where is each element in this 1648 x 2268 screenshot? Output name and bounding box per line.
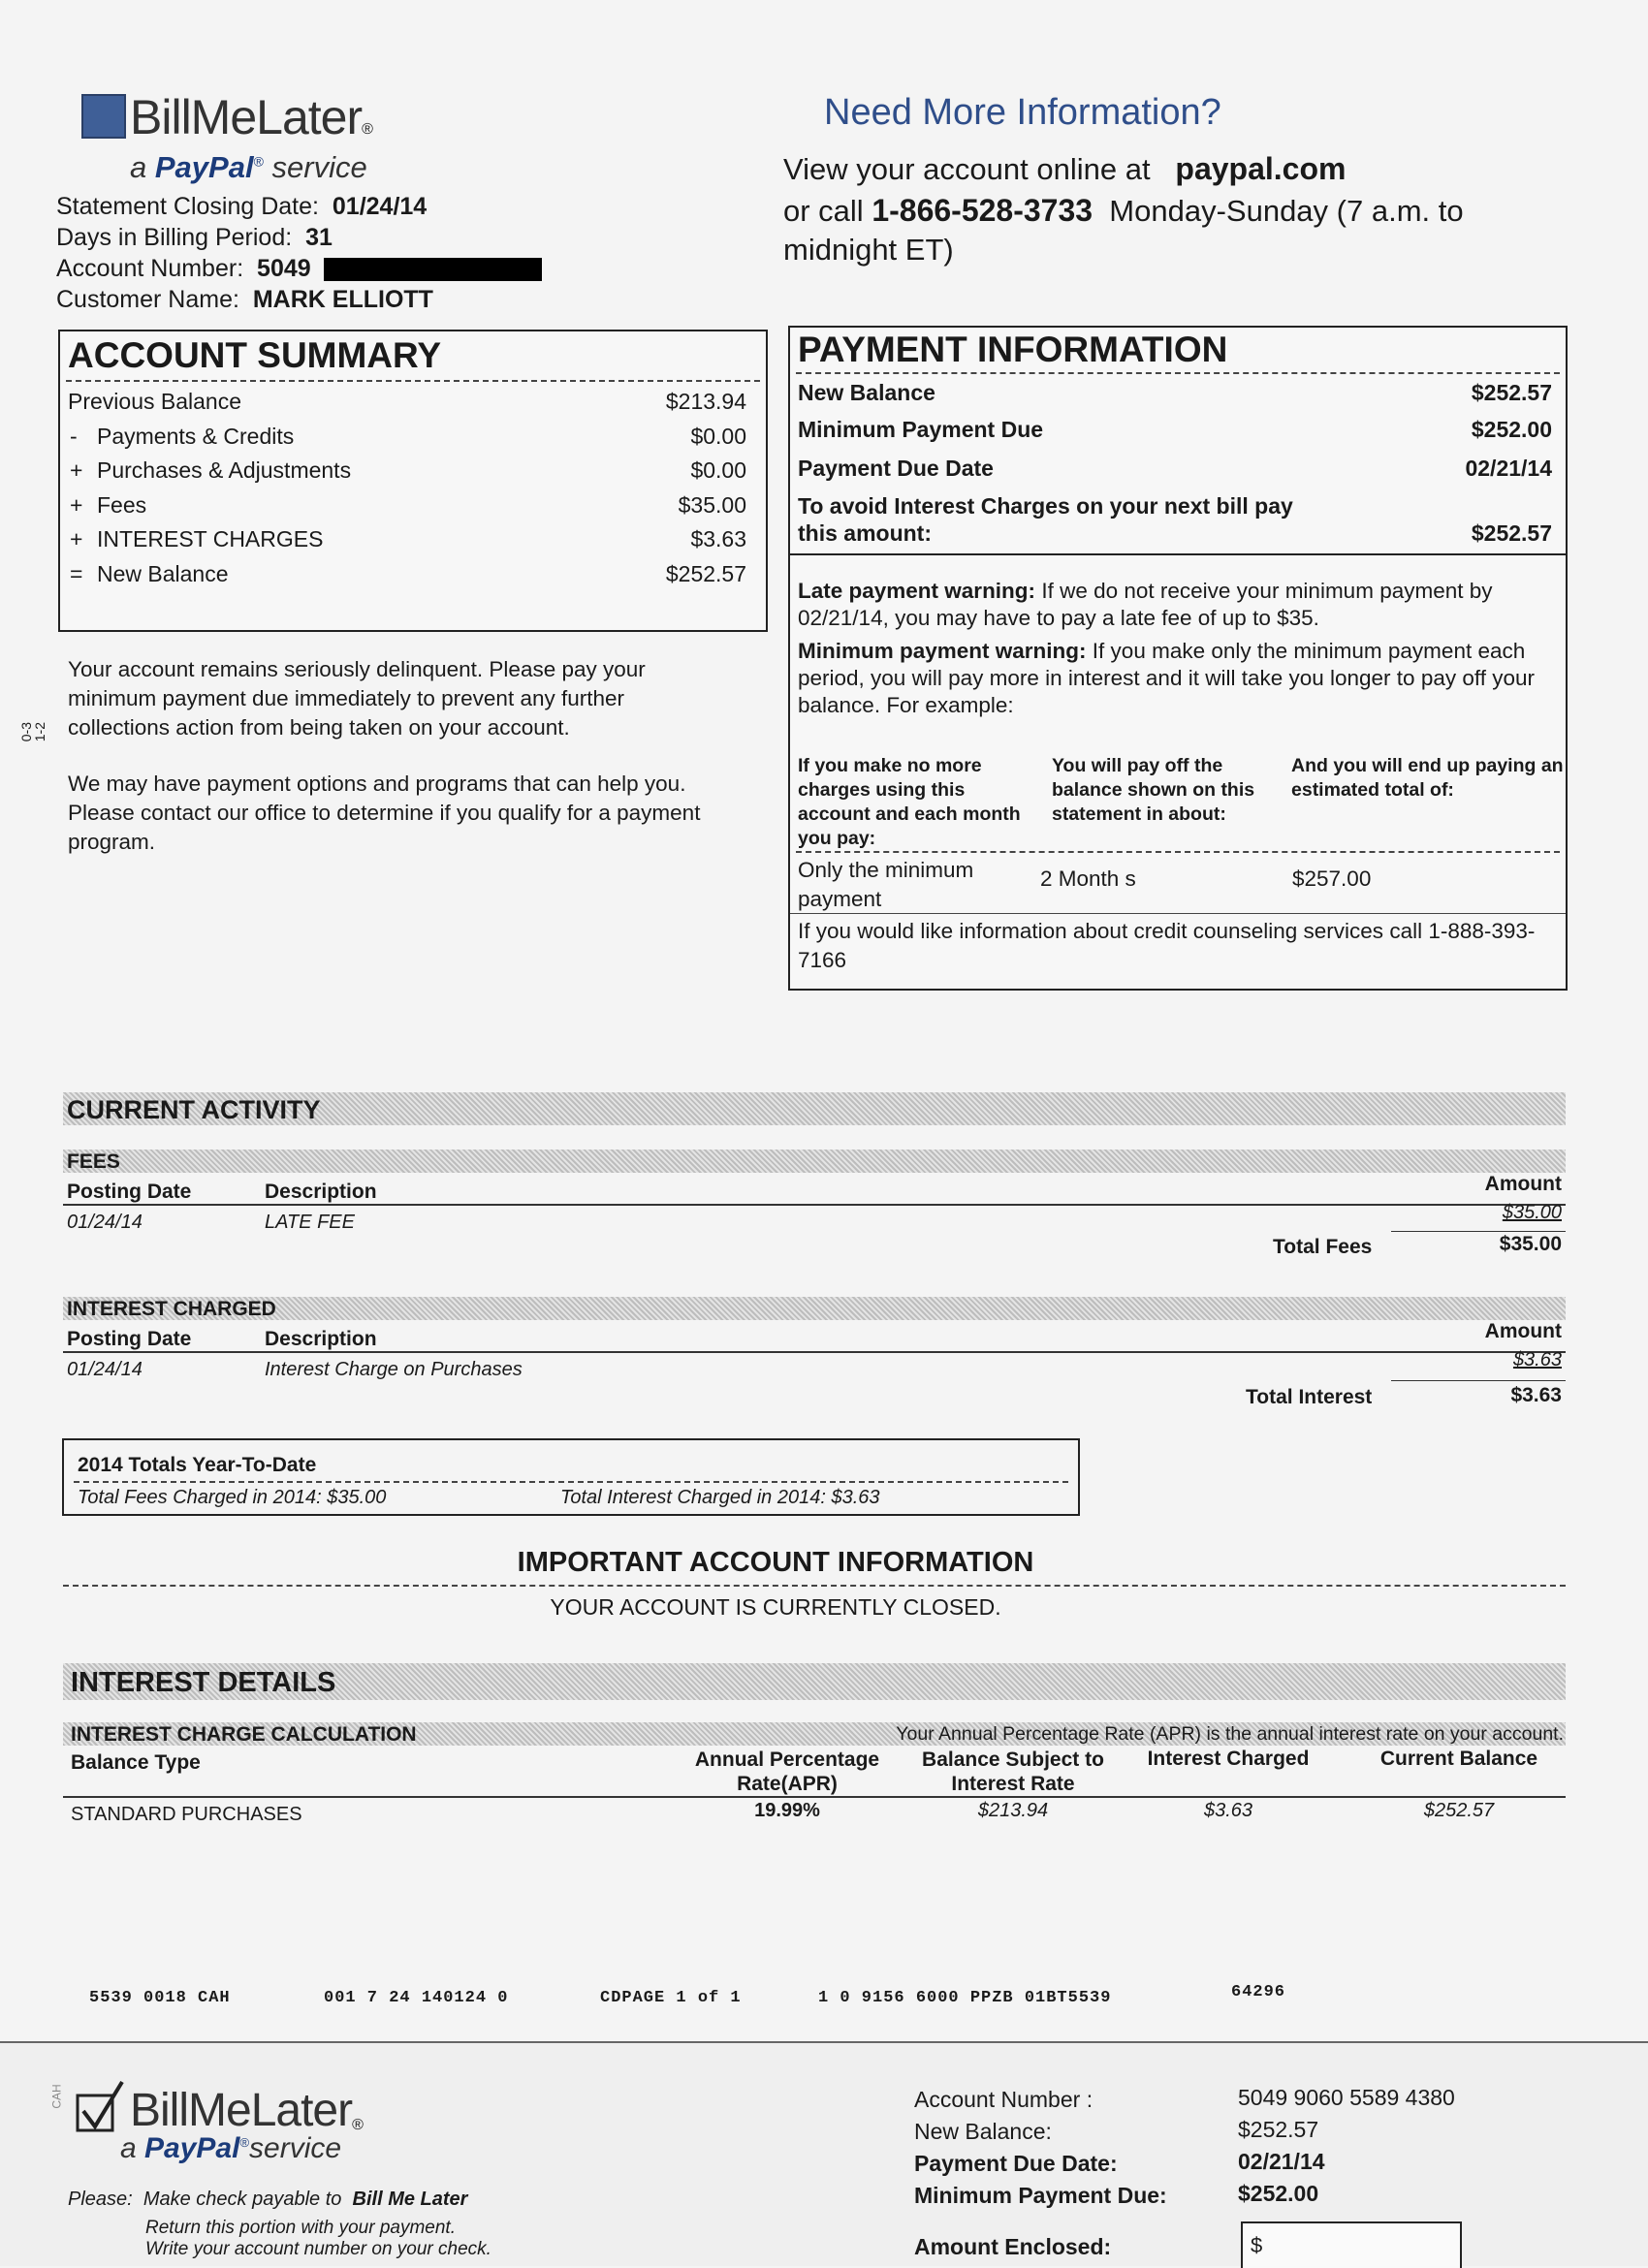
- contact-line-3: midnight ET): [783, 233, 954, 267]
- interest-charged-value: $3.63: [1203, 1800, 1253, 1821]
- account-number: Account Number: 5049: [56, 253, 542, 284]
- important-title: IMPORTANT ACCOUNT INFORMATION: [517, 1547, 1034, 1578]
- row-label: Previous Balance: [68, 389, 241, 414]
- total-fees-label: Total Fees: [1273, 1236, 1373, 1258]
- coupon-min-due: $252.00: [1238, 2181, 1319, 2206]
- interest-charged-table: Posting Date Description Amount 01/24/14 Interest Charge on Purchases $3.63 Total Interest $3.63: [63, 1320, 1566, 1417]
- checkmark-logo-icon: [76, 2080, 134, 2134]
- phone-number[interactable]: 1-866-528-3733: [872, 193, 1093, 228]
- posting-date-header: Posting Date: [67, 1181, 192, 1203]
- total-fees-value: $35.00: [1499, 1233, 1562, 1255]
- interest-charged-band: INTEREST CHARGED: [63, 1297, 1566, 1320]
- logo-text: BillMeLater: [130, 90, 363, 144]
- account-summary-row: [68, 489, 746, 519]
- payment-coupon: [0, 2043, 1648, 2266]
- return-instructions: Return this portion with your payment. Write your account number on your check.: [145, 2218, 491, 2259]
- apr-value: 19.99%: [754, 1800, 820, 1821]
- customer-name: Customer Name: MARK ELLIOTT: [56, 286, 433, 313]
- contact-info: [783, 92, 1617, 268]
- payment-information-title: PAYMENT INFORMATION: [798, 330, 1228, 369]
- row-sign: +: [70, 457, 83, 483]
- minimum-payment-warning: Minimum payment warning: If you make only the minimum payment each period, you will pay more in interest and it will take you longer to pay off your balance. For example:: [798, 639, 1535, 717]
- coupon-logo: BillMeLater ®: [76, 2080, 364, 2134]
- current-balance-value: $252.57: [1423, 1800, 1495, 1821]
- interest-details-title: INTEREST DETAILS: [71, 1667, 336, 1698]
- coupon-side-code: CAH: [49, 2084, 64, 2109]
- margin-code: 0-3 1-2: [18, 722, 48, 742]
- account-summary-row: [68, 523, 746, 552]
- account-summary-row: [68, 386, 746, 415]
- row-label: INTEREST CHARGES: [97, 526, 324, 551]
- coupon-account-number: 5049 9060 5589 4380: [1238, 2085, 1455, 2110]
- apr-note: Your Annual Percentage Rate (APR) is the annual interest rate on your account.: [896, 1723, 1564, 1745]
- row-sign: -: [70, 423, 78, 449]
- apr-header: Annual Percentage Rate(APR): [694, 1748, 880, 1795]
- billmelater-logo: BillMeLater ®: [81, 94, 373, 139]
- fees-table: [63, 1173, 1566, 1270]
- payoff-row-col1: Only the minimum payment: [798, 858, 974, 911]
- coupon-due-date: 02/21/14: [1238, 2149, 1325, 2174]
- coupon-paypal-tagline: a PayPal®service: [120, 2132, 342, 2164]
- activity-row: [63, 1202, 1566, 1237]
- amount-enclosed-field[interactable]: $: [1241, 2221, 1462, 2268]
- payment-information-box: PAYMENT INFORMATION New Balance $252.57 Minimum Payment Due $252.00 Payment Due Date 02/21/14 To avoid Interest Charges on your next bill pay this amount: $252.57 Late payment warning: If we do not receive your minimum payment by 02/21/14, you may have to pay a late fee of up to $35. Minimum payment warning: If you make only the minimum payment each period, you will pay more in interest and it will take you longer to pay off your balance. For example: If you make no more charges using this account and each month you pay: You will pay off the balance shown on this statement in about: And you will end up paying an estimated total of: Only the minimum payment 2 Month s $257.00 If you would like information about credit counseling services call 1-888-393-7166: [788, 326, 1568, 991]
- row-value: $35.00: [678, 491, 746, 518]
- total-interest-value: $3.63: [1510, 1384, 1562, 1406]
- interest-calculation-table: [63, 1746, 1566, 1833]
- payoff-row-col3: $257.00: [1292, 866, 1372, 891]
- late-payment-warning: Late payment warning: If we do not receive your minimum payment by 02/21/14, you may have to pay a late fee of up to $35.: [798, 579, 1493, 630]
- ytd-interest: Total Interest Charged in 2014: $3.63: [560, 1487, 880, 1508]
- coupon-values: [1238, 2082, 1455, 2210]
- description-header: Description: [265, 1181, 377, 1203]
- row-value: $252.57: [665, 560, 746, 586]
- interest-details-band: [63, 1663, 1566, 1700]
- balance-subject-value: $213.94: [977, 1800, 1049, 1821]
- contact-line-2: or call 1-866-528-3733 Monday-Sunday (7 a.m. to: [783, 193, 1464, 228]
- payoff-header-col1: If you make no more charges using this account and each month you pay:: [798, 755, 1021, 849]
- balance-type-header: Balance Type: [71, 1751, 201, 1774]
- delinquency-notice: Your account remains seriously delinquent. Please pay your minimum payment due immediately to prevent any further collections action from being taken on your account. We may have payment options and programs that can help you. Please contact our office to determine if you qualify for a payment program.: [68, 657, 701, 854]
- scan-line: 5539 0018 CAH 001 7 24 140124 0 CDPAGE 1 of 1 1 0 9156 6000 PPZB 01BT5539 64296: [89, 1983, 1286, 2007]
- checkbox-logo-icon: [81, 94, 126, 139]
- account-summary-row: [68, 558, 746, 587]
- balance-subject-header: Balance Subject to Interest Rate: [922, 1748, 1104, 1795]
- interest-detail-row: [63, 1800, 1566, 1827]
- payable-instructions: Please: Make check payable to Bill Me Later: [68, 2189, 468, 2210]
- ytd-fees: Total Fees Charged in 2014: $35.00: [78, 1487, 387, 1508]
- current-activity-band: [63, 1092, 1566, 1125]
- row-label: New Balance: [97, 560, 229, 586]
- row-value: $0.00: [690, 457, 746, 483]
- ytd-totals-box: [62, 1438, 1080, 1516]
- contact-line-1: View your account online at paypal.com: [783, 151, 1347, 186]
- interest-charged-header: Interest Charged: [1147, 1748, 1310, 1770]
- account-summary-title: ACCOUNT SUMMARY: [68, 335, 442, 375]
- balance-type: STANDARD PURCHASES: [71, 1804, 302, 1825]
- payoff-row-col2: 2 Month s: [1040, 866, 1136, 891]
- posting-date: 01/24/14: [67, 1359, 143, 1380]
- row-label: Fees: [97, 491, 147, 518]
- row-value: $3.63: [690, 526, 746, 551]
- paypal-link[interactable]: paypal.com: [1175, 151, 1347, 186]
- row-sign: +: [70, 491, 83, 518]
- account-summary-box: [58, 330, 768, 632]
- fees-band: FEES: [63, 1150, 1566, 1173]
- row-sign: +: [70, 526, 83, 551]
- paypal-service-tagline: a PayPal® service: [130, 150, 367, 184]
- posting-date: 01/24/14: [67, 1212, 143, 1233]
- total-interest-label: Total Interest: [1246, 1386, 1373, 1408]
- row-label: Purchases & Adjustments: [97, 457, 352, 483]
- important-account-information: [63, 1547, 1566, 1621]
- row-label: Payments & Credits: [97, 423, 295, 449]
- account-summary-row: [68, 421, 746, 450]
- amount-header: Amount: [1484, 1173, 1562, 1195]
- current-activity-title: CURRENT ACTIVITY: [67, 1095, 321, 1124]
- statement-closing-date: Statement Closing Date: 01/24/14: [56, 193, 428, 220]
- account-closed-notice: YOUR ACCOUNT IS CURRENTLY CLOSED.: [550, 1594, 1001, 1620]
- days-in-billing-period: Days in Billing Period: 31: [56, 224, 333, 251]
- description: Interest Charge on Purchases: [265, 1359, 523, 1380]
- current-balance-header: Current Balance: [1379, 1748, 1538, 1770]
- row-value: $213.94: [665, 389, 746, 414]
- amount: $35.00: [1502, 1202, 1562, 1223]
- redaction-bar: [324, 258, 542, 281]
- row-sign: =: [70, 560, 83, 586]
- amount: $3.63: [1512, 1349, 1562, 1370]
- interest-charge-calculation-band: INTEREST CHARGE CALCULATION Your Annual Percentage Rate (APR) is the annual interest rate on your account.: [63, 1722, 1566, 1746]
- payoff-header-col2: You will pay off the balance shown on this statement in about:: [1052, 755, 1255, 825]
- ytd-title: 2014 Totals Year-To-Date: [78, 1454, 317, 1476]
- description: LATE FEE: [265, 1212, 355, 1233]
- row-value: $0.00: [690, 423, 746, 449]
- statement-header: [56, 82, 793, 320]
- activity-row: [63, 1349, 1566, 1384]
- account-summary-row: [68, 455, 746, 484]
- payoff-header-col3: And you will end up paying an estimated total of:: [1291, 755, 1564, 801]
- need-more-info-heading: Need More Information?: [824, 92, 1221, 133]
- coupon-labels: Account Number : New Balance: Payment Due Date: Minimum Payment Due: Amount Enclosed:: [914, 2087, 1167, 2259]
- coupon-new-balance: $252.57: [1238, 2117, 1319, 2142]
- credit-counseling-note: If you would like information about credit counseling services call 1-888-393-7166: [798, 919, 1536, 972]
